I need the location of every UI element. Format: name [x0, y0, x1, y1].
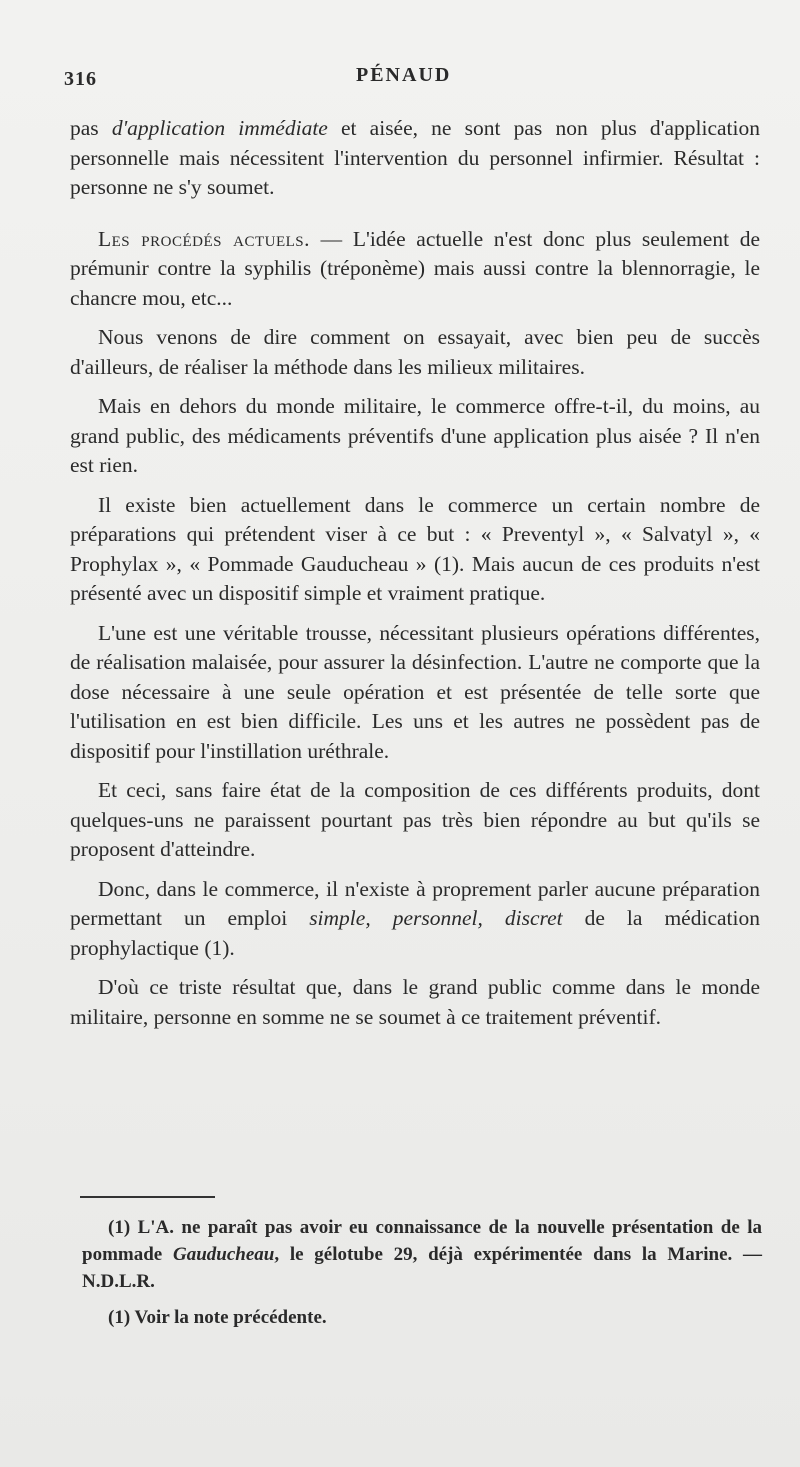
footnote-1	[82, 1214, 762, 1295]
footnote-1-end: , le gélotube 29, déjà expérimentée dans la Marine. — N.D.L.R.	[82, 1244, 762, 1292]
footnote-1-emphasis: Gauducheau	[172, 1244, 275, 1265]
footnote-1-start: (1) L'A. ne paraît pas avoir eu connaissance de la nouvelle présentation de la pommade	[82, 1217, 762, 1265]
running-head: PÉNAUD	[356, 64, 452, 86]
paragraph-6: L'une est une véritable trousse, nécessitant plusieurs opérations différentes, de réalisation malaisée, pour assurer la désinfection. L'autre ne comporte que la dose nécessaire à une seule opération et est présentée de telle sorte que l'utilisation en est bien difficile. Les uns et les autres ne possèdent pas de dispositif pour l'instillation uréthrale.	[70, 620, 760, 763]
paragraph-7: Et ceci, sans faire état de la composition de ces différents produits, dont quelques-uns ne paraissent pourtant pas très bien répondre au but qu'ils se proposent d'atteindre.	[70, 778, 760, 861]
body-text	[70, 114, 760, 1042]
paragraph-4: Mais en dehors du monde militaire, le commerce offre-t-il, du moins, au grand public, des médicaments préventifs d'une application plus aisée ? Il n'en est rien.	[70, 394, 760, 477]
paragraph-8-end: de la médication prophylactique (1).	[70, 906, 760, 960]
paragraph-1-emphasis: d'application immédiate	[111, 116, 328, 140]
paragraph-1-start: pas	[70, 116, 112, 140]
paragraph-8-emphasis: simple, personnel, discret	[309, 906, 563, 930]
paragraph-1	[70, 114, 760, 203]
paragraph-3: Nous venons de dire comment on essayait, avec bien peu de succès d'ailleurs, de réaliser la méthode dans les milieux militaires.	[70, 325, 760, 379]
footnote-2: (1) Voir la note précédente.	[108, 1307, 327, 1328]
paragraph-9: D'où ce triste résultat que, dans le grand public comme dans le monde militaire, personne en somme ne se soumet à ce traitement préventif.	[70, 975, 760, 1029]
paragraph-8-start: Donc, dans le commerce, il n'existe à proprement parler aucune préparation permettant un emploi	[70, 876, 760, 930]
paragraph-2	[70, 225, 760, 314]
page-number: 316	[64, 68, 97, 90]
section-heading: Les procédés actuels.	[98, 226, 311, 251]
paragraph-5: Il existe bien actuellement dans le commerce un certain nombre de préparations qui prétendent viser à ce but : « Preventyl », « Salvatyl », « Prophylax », « Pommade Gauducheau » (1). Mais aucun de ces produits n'est présenté avec un dispositif simple et vraiment pratique.	[70, 492, 760, 605]
page-header	[64, 64, 740, 94]
footnotes	[82, 1214, 762, 1340]
paragraph-8	[70, 875, 760, 964]
paragraph-2-text: — L'idée actuelle n'est donc plus seulement de prémunir contre la syphilis (tréponème) mais aussi contre la blennorragie, le chancre mou, etc...	[70, 226, 760, 310]
footnote-rule	[80, 1196, 215, 1198]
paragraph-1-end: et aisée, ne sont pas non plus d'application personnelle mais nécessitent l'intervention du personnel infirmier. Résultat : personne ne s'y soumet.	[70, 116, 761, 199]
